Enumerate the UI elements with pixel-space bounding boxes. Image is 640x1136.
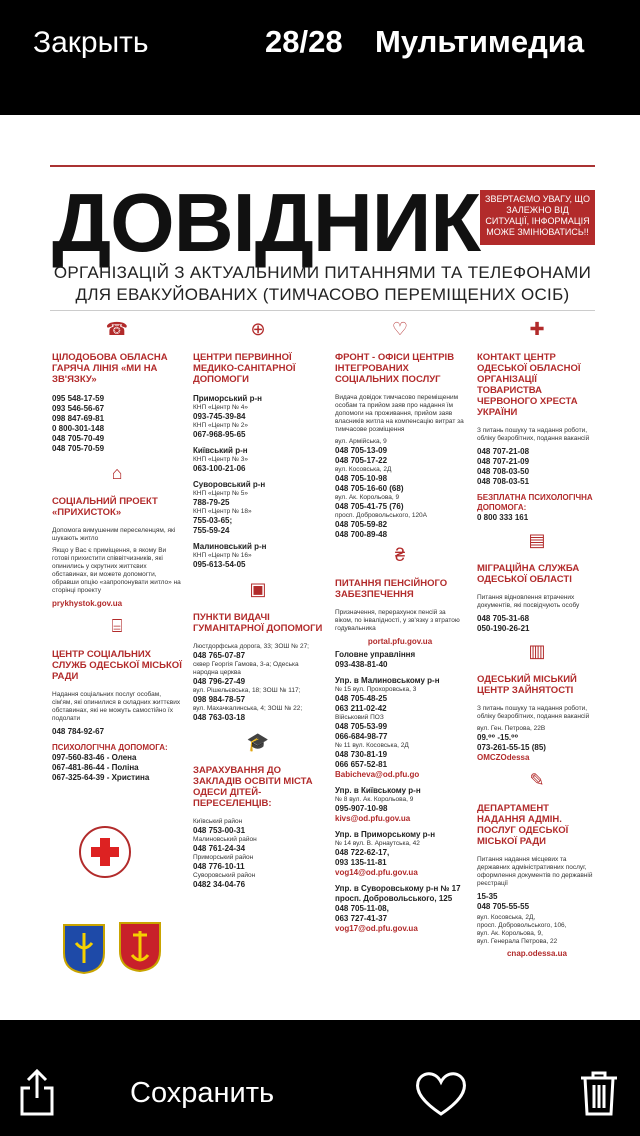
close-button[interactable]: Закрыть <box>33 26 149 59</box>
phone: 093 135-11-81 <box>335 858 387 867</box>
center: КНП «Центр № 5» <box>193 490 248 497</box>
column-3 <box>335 320 465 934</box>
phone: 048 705-11-08, <box>335 904 389 913</box>
office: Упр. в Малиновському р-н <box>335 676 440 685</box>
district: Суворовський район <box>193 872 256 879</box>
phone: 048 776-10-11 <box>193 862 245 871</box>
phone: 050-190-26-21 <box>477 624 530 633</box>
image-viewer[interactable] <box>0 115 640 1020</box>
phone: 755-03-65; <box>193 516 233 525</box>
address: № 14 вул. В. Арнаутська, 42 <box>335 840 420 847</box>
address: вул. Махачкалинська, 4; ЗОШ № 22; <box>193 705 303 712</box>
section-heading: ОДЕСЬКИЙ МІСЬКИЙ ЦЕНТР ЗАЙНЯТОСТІ <box>477 674 577 696</box>
phone: 788-79-25 <box>193 498 230 507</box>
address: вул. Ак. Корольова, 9, <box>477 930 543 937</box>
operator-icon: ☎ <box>105 319 129 339</box>
column-1 <box>52 320 182 783</box>
phone: 095-613-54-05 <box>193 560 246 569</box>
phone: 093-745-39-84 <box>193 412 246 421</box>
address: Люстдорфська дорога, 33; ЗОШ № 27; <box>193 643 309 650</box>
section-text: Допомога вимушеним переселенцям, які шукають житло <box>52 527 176 542</box>
phone: 755-59-24 <box>193 526 230 535</box>
graduation-cap-icon: 🎓 <box>246 732 270 752</box>
phone: 066-684-98-77 <box>335 732 388 741</box>
media-counter: 28/28 <box>265 24 343 59</box>
top-navigation-bar <box>0 0 640 115</box>
district: Приморський район <box>193 854 254 861</box>
phone: 048 705-17-22 <box>335 456 388 465</box>
district: Київський район <box>193 818 243 825</box>
section-heading: ФРОНТ - ОФІСИ ЦЕНТРІВ ІНТЕГРОВАНИХ СОЦІАЛЬНИХ ПОСЛУГ <box>335 352 455 385</box>
center: КНП «Центр № 2» <box>193 422 248 429</box>
address: вул. Армійська, 9 <box>335 438 387 445</box>
section-text: Питання відновлення втрачених документів, які посвідчують особу <box>477 594 580 609</box>
address: № 15 вул. Прохоровська, 3 <box>335 686 417 693</box>
phone: 066 657-52-81 <box>335 760 388 769</box>
phone: 048 753-00-31 <box>193 826 246 835</box>
phone: 048 763-03-18 <box>193 713 246 722</box>
column-4 <box>477 320 597 962</box>
section-divider <box>50 310 595 311</box>
document-pen-icon: ✎ <box>529 770 545 790</box>
center: КНП «Центр № 18» <box>193 508 252 515</box>
phone: 048 705-16-60 (68) <box>335 484 404 493</box>
section-heading: ЦІЛОДОБОВА ОБЛАСНА ГАРЯЧА ЛІНІЯ «МИ НА ЗВ'ЯЗКУ» <box>52 352 168 385</box>
phone: 063 727-41-37 <box>335 914 388 923</box>
office: Упр. в Приморському р-н <box>335 830 436 839</box>
section-heading: ЦЕНТР СОЦІАЛЬНИХ СЛУЖБ ОДЕСЬКОЇ МІСЬКОЇ РАДИ <box>52 649 182 682</box>
address: вул. Рішельєвська, 18; ЗОШ № 117; <box>193 687 301 694</box>
section-text: Призначення, перерахунок пенсій за віком, по інвалідності, у зв'язку з втратою годувальника <box>335 609 460 632</box>
section-text: З питань пошуку та надання роботи, обліку безробітних, подання вакансій <box>477 427 590 442</box>
section-heading: КОНТАКТ ЦЕНТР ОДЕСЬКОЇ ОБЛАСНОЇ ОРГАНІЗАЦІЇ ТОВАРИСТВА ЧЕРВОНОГО ХРЕСТА УКРАЇНИ <box>477 352 581 418</box>
phone: 098 847-69-81 <box>52 414 105 423</box>
phone: 048 705-13-09 <box>335 446 388 455</box>
phone: 048 784-92-67 <box>52 727 105 736</box>
address: вул. Косовська, 2Д <box>335 466 392 473</box>
email: kivs@od.pfu.gov.ua <box>335 814 411 823</box>
phone: 095 548-17-59 <box>52 394 105 403</box>
address: вул. Генерала Петрова, 22 <box>477 938 558 945</box>
address: просп. Добровольського, 120А <box>335 512 428 519</box>
heart-hands-icon: ♡ <box>391 319 409 339</box>
website-link: prykhystok.gov.ua <box>52 599 123 608</box>
address: Військовий ПОЗ <box>335 714 384 721</box>
district: Приморський р-н <box>193 394 262 403</box>
phone: 067-481-86-44 - Поліна <box>52 763 139 772</box>
phone: 0482 34-04-76 <box>193 880 246 889</box>
office: Головне управління <box>335 650 416 659</box>
building-icon: ⌸ <box>111 616 123 636</box>
address: вул. Косовська, 2Д, <box>477 914 536 921</box>
website-link: portal.pfu.gov.ua <box>367 637 433 646</box>
section-heading: ЦЕНТРИ ПЕРВИННОЇ МЕДИКО-САНІТАРНОЇ ДОПОМОГИ <box>193 352 296 385</box>
section-text: Надання соціальних послуг особам, сім'ям, які опинилися в складних життєвих обставинах, які не можуть самостійно їх подолати <box>52 691 181 722</box>
briefcase-icon: ▥ <box>528 641 546 661</box>
phone: 048 707-21-09 <box>477 457 530 466</box>
id-card-icon: ▤ <box>528 530 546 550</box>
phone: 073-261-55-15 (85) <box>477 743 546 752</box>
phone: 098 984-78-57 <box>193 695 246 704</box>
phone: 048 705-31-68 <box>477 614 530 623</box>
top-divider <box>50 165 595 167</box>
phone: 048 705-55-55 <box>477 902 530 911</box>
subtitle-line-2: ДЛЯ ЕВАКУЙОВАНИХ (ТИМЧАСОВО ПЕРЕМІЩЕНИХ ОСІБ) <box>75 285 570 304</box>
phone: 067-325-64-39 - Христина <box>52 773 150 782</box>
psy-heading: БЕЗПЛАТНА ПСИХОЛОГІЧНА ДОПОМОГА: <box>477 493 593 512</box>
center: КНП «Центр № 4» <box>193 404 248 411</box>
phone: 048 705-41-75 (76) <box>335 502 404 511</box>
phone: 048 707-21-08 <box>477 447 530 456</box>
phone: 048 700-89-48 <box>335 530 388 539</box>
address: № 8 вул. Ак. Корольова, 9 <box>335 796 414 803</box>
phone: 048 722-62-17, <box>335 848 390 857</box>
document-image <box>0 115 640 1020</box>
section-heading: ДЕПАРТАМЕНТ НАДАННЯ АДМІН. ПОСЛУГ ОДЕСЬКОЇ МІСЬКОЇ РАДИ <box>477 803 569 847</box>
section-heading: ЗАРАХУВАННЯ ДО ЗАКЛАДІВ ОСВІТИ МІСТА ОДЕСИ ДІТЕЙ-ПЕРЕСЕЛЕНЦІВ: <box>193 765 313 809</box>
phone: 0 800 333 161 <box>477 513 529 522</box>
phone: 048 705-48-25 <box>335 694 388 703</box>
phone: 063 211-02-42 <box>335 704 387 713</box>
office: Упр. в Суворовському р-н № 17 просп. Добровольського, 125 <box>335 884 461 903</box>
psy-heading: ПСИХОЛОГІЧНА ДОПОМОГА: <box>52 743 168 752</box>
hours: 09.⁰⁰ -15.⁰⁰ <box>477 733 519 742</box>
website-link: cnap.odessa.ua <box>506 949 568 958</box>
phone: 0 800-301-148 <box>52 424 105 433</box>
box-icon: ▣ <box>249 579 267 599</box>
phone: 093 546-56-67 <box>52 404 105 413</box>
phone: 048 705-10-98 <box>335 474 388 483</box>
center: КНП «Центр № 16» <box>193 552 252 559</box>
red-cross-icon: ✚ <box>529 319 545 339</box>
phone: 048 765-07-87 <box>193 651 246 660</box>
coat-of-arms-odesa-oblast <box>62 923 106 975</box>
section-heading: ПИТАННЯ ПЕНСІЙНОГО ЗАБЕЗПЕЧЕННЯ <box>335 578 448 600</box>
district: Суворовський р-н <box>193 480 266 489</box>
heart-icon[interactable] <box>414 1070 468 1118</box>
section-text: Питання надання місцевих та державних адміністративних послуг, оформлення документів по державній реєстрації <box>477 856 593 887</box>
email: vog17@od.pfu.gov.ua <box>335 924 418 933</box>
warning-box: ЗВЕРТАЄМО УВАГУ, ЩО ЗАЛЕЖНО ВІД СИТУАЦІЇ, ІНФОРМАЦІЯ МОЖЕ ЗМІНЮВАТИСЬ!! <box>480 190 595 245</box>
phone: 048 761-24-34 <box>193 844 246 853</box>
address: просп. Добровольського, 106, <box>477 922 567 929</box>
district: Малиновський р-н <box>193 542 267 551</box>
address: № 11 вул. Косовська, 2Д <box>335 742 409 749</box>
coat-of-arms-odesa-city <box>118 921 162 973</box>
document-title: ДОВІДНИК <box>52 176 481 269</box>
section-text: Видача довідок тимчасово переміщеним особам та прийом заяв про надання їм допомоги на проживання, прийом заяв власників житла на компенсацію витрат за тимчасове розміщення <box>335 394 464 433</box>
facebook-link: OMCZOdessa <box>477 753 530 762</box>
section-text: Якщо у Вас є приміщення, в якому Ви готові прихистити співвітчизників, які опинились у скрутних життєвих обставинах, ви можете допомогти, обравши опцію «запропонувати житло» на сторінці проекту <box>52 547 181 594</box>
address: вул. Ак. Корольова, 9 <box>335 494 400 501</box>
section-heading: ПУНКТИ ВИДАЧІ ГУМАНІТАРНОЇ ДОПОМОГИ <box>193 612 323 634</box>
phone: 063-100-21-06 <box>193 464 246 473</box>
address: вул. Ген. Петрова, 22В <box>477 725 546 732</box>
phone: 15-35 <box>477 892 498 901</box>
column-2 <box>193 320 323 890</box>
trash-icon[interactable] <box>578 1070 620 1116</box>
house-icon: ⌂ <box>111 463 123 483</box>
phone: 048 708-03-51 <box>477 477 530 486</box>
phone: 093-438-81-40 <box>335 660 388 669</box>
office: Упр. в Київському р-н <box>335 786 421 795</box>
district: Малиновський район <box>193 836 257 843</box>
money-icon: ₴ <box>394 545 405 565</box>
phone: 048 705-53-99 <box>335 722 388 731</box>
email: vog14@od.pfu.gov.ua <box>335 868 418 877</box>
section-heading: СОЦІАЛЬНИЙ ПРОЕКТ «ПРИХИСТОК» <box>52 496 158 518</box>
medical-icon: ⊕ <box>250 319 266 339</box>
save-button[interactable]: Сохранить <box>130 1077 275 1109</box>
phone: 048 796-27-49 <box>193 677 246 686</box>
share-icon[interactable] <box>18 1068 56 1116</box>
page-title: Мультимедиа <box>375 24 585 59</box>
district: Київський р-н <box>193 446 248 455</box>
phone: 048 705-70-59 <box>52 444 105 453</box>
section-heading: МІГРАЦІЙНА СЛУЖБА ОДЕСЬКОЇ ОБЛАСТІ <box>477 563 580 585</box>
bottom-toolbar <box>0 1020 640 1136</box>
section-text: З питань пошуку та надання роботи, обліку безробітних, подання вакансій <box>477 705 590 720</box>
phone: 048 730-81-19 <box>335 750 388 759</box>
phone: 095-907-10-98 <box>335 804 388 813</box>
phone: 048 705-59-82 <box>335 520 388 529</box>
subtitle-line-1: ОРГАНІЗАЦІЙ З АКТУАЛЬНИМИ ПИТАННЯМИ ТА ТЕЛЕФОНАМИ <box>53 263 592 282</box>
phone: 048 708-03-50 <box>477 467 530 476</box>
phone: 048 705-70-49 <box>52 434 105 443</box>
red-cross-logo <box>78 825 132 879</box>
phone: 097-560-83-46 - Олена <box>52 753 137 762</box>
address: сквер Георгія Гамова, 3-а; Одеська народна церква <box>193 661 299 676</box>
center: КНП «Центр № 3» <box>193 456 248 463</box>
document-subtitle <box>50 262 595 306</box>
phone: 067-968-95-65 <box>193 430 246 439</box>
email: Babicheva@od.pfu.go <box>335 770 420 779</box>
